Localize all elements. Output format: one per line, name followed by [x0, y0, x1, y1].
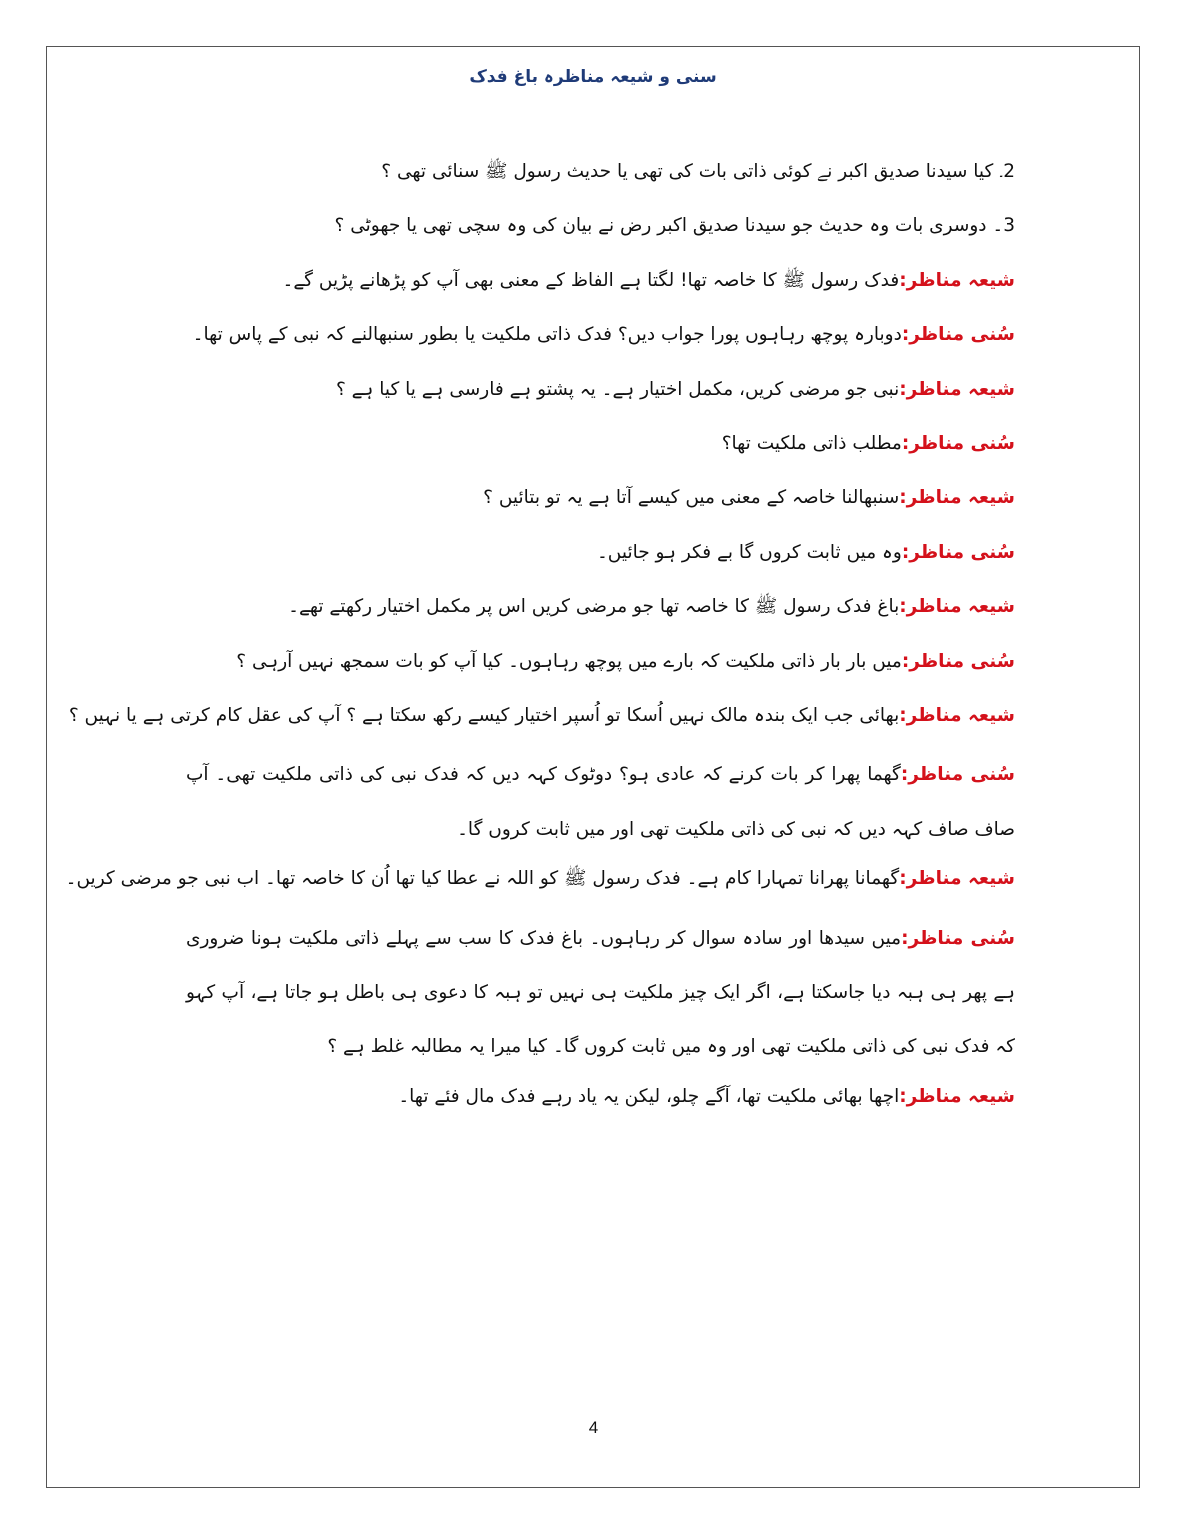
- speaker-label: شیعہ مناظر:: [899, 1085, 1015, 1107]
- speaker-label: سُنی مناظر:: [901, 541, 1015, 563]
- speaker-label: سُنی مناظر:: [901, 432, 1015, 454]
- dialogue-line: [186, 422, 1015, 476]
- dialogue-line: [186, 368, 1015, 422]
- speaker-label: سُنی مناظر:: [900, 764, 1015, 786]
- speaker-label: شیعہ مناظر:: [899, 704, 1015, 726]
- question-2: 2۔ کیا سیدنا صدیق اکبر نے کوئی ذاتی بات کی تھی یا حدیث رسول ﷺ سنائی تھی ؟: [381, 161, 1015, 182]
- page-header-title: سنی و شیعہ مناظرہ باغ فدک: [469, 67, 717, 87]
- dialogue-line: [186, 1075, 1015, 1129]
- speaker-label: شیعہ مناظر:: [899, 868, 1015, 890]
- dialogue-line: [186, 531, 1015, 585]
- speaker-label: شیعہ مناظر:: [899, 269, 1015, 291]
- dialogue-line: [186, 912, 1015, 1075]
- dialogue-text: بھائی جب ایک بندہ مالک نہیں اُسکا تو اُسپر اختیار کیسے رکھ سکتا ہے ؟ آپ کی عقل کام کرتی ہے یا نہیں ؟: [68, 704, 900, 726]
- dialogue-text: وہ میں ثابت کروں گا بے فکر ہو جائیں۔: [596, 541, 902, 563]
- dialogue-text: میں بار بار ذاتی ملکیت کہ بارے میں پوچھ رہاہوں۔ کیا آپ کو بات سمجھ نہیں آرہی ؟: [236, 650, 902, 672]
- dialogue-text: فدک رسول ﷺ کا خاصہ تھا! لگتا ہے الفاظ کے معنی بھی آپ کو پڑھانے پڑیں گے۔: [282, 269, 900, 291]
- speaker-label: سُنی مناظر:: [901, 324, 1015, 346]
- dialogue-line: [186, 313, 1015, 367]
- speaker-label: سُنی مناظر:: [901, 927, 1015, 949]
- question-3: 3۔ دوسری بات وہ حدیث جو سیدنا صدیق اکبر رض نے بیان کی وہ سچی تھی یا جھوٹی ؟: [334, 215, 1015, 237]
- dialogue-line: [65, 857, 1015, 911]
- dialogue-text: باغ فدک رسول ﷺ کا خاصہ تھا جو مرضی کریں اس پر مکمل اختیار رکھتے تھے۔: [288, 596, 900, 618]
- dialogue-text: میں سیدھا اور سادہ سوال کر رہاہوں۔ باغ فدک کا سب سے پہلے ذاتی ملکیت ہونا ضروری ہے پھر ہی ہبہ دیا جاسکتا ہے، اگر ایک چیز ملکیت ہی نہیں تو ہبہ کا دعوی ہی باطل ہو جاتا ہے، آپ کہو کہ فدک نبی کی ذاتی ملکیت تھی اور وہ میں ثابت کروں گا۔ کیا میرا یہ مطالبہ غلط ہے ؟: [186, 927, 1015, 1058]
- page-number: 4: [588, 1418, 599, 1437]
- speaker-label: شیعہ مناظر:: [899, 378, 1015, 400]
- speaker-label: شیعہ مناظر:: [899, 487, 1015, 509]
- speaker-label: شیعہ مناظر:: [899, 596, 1015, 618]
- dialogue-line: [186, 476, 1015, 530]
- dialogue-text: مطلب ذاتی ملکیت تھا؟: [721, 432, 902, 454]
- dialogue-line: [186, 585, 1015, 639]
- dialogue-line: [186, 259, 1015, 313]
- speaker-label: سُنی مناظر:: [901, 650, 1015, 672]
- dialogue-text: نبی جو مرضی کریں، مکمل اختیار ہے۔ یہ پشتو ہے فارسی ہے یا کیا ہے ؟: [335, 378, 900, 400]
- dialogue-text: گھمانا پھرانا تمہارا کام ہے۔ فدک رسول ﷺ کو اللہ نے عطا کیا تھا اُن کا خاصہ تھا۔ اب نبی جو مرضی کریں۔: [65, 868, 900, 890]
- dialogue-text: سنبھالنا خاصہ کے معنی میں کیسے آتا ہے یہ تو بتائیں ؟: [483, 487, 900, 509]
- dialogue-line: [186, 748, 1015, 857]
- document-body: [65, 150, 1015, 1129]
- dialogue-text: دوبارہ پوچھ رہاہوں پورا جواب دیں؟ فدک ذاتی ملکیت یا بطور سنبھالنے کہ نبی کے پاس تھا۔: [192, 324, 902, 346]
- dialogue-line: [68, 694, 1015, 748]
- dialogue-text: اچھا بھائی ملکیت تھا، آگے چلو، لیکن یہ یاد رہے فدک مال فئے تھا۔: [398, 1085, 900, 1107]
- dialogue-line: [186, 640, 1015, 694]
- dialogue-text: گھما پھرا کر بات کرنے کہ عادی ہو؟ دوٹوک کہہ دیں کہ فدک نبی کی ذاتی ملکیت تھی۔ آپ صاف صاف کہہ دیں کہ نبی کی ذاتی ملکیت تھی اور میں ثابت کروں گا۔: [186, 764, 1015, 840]
